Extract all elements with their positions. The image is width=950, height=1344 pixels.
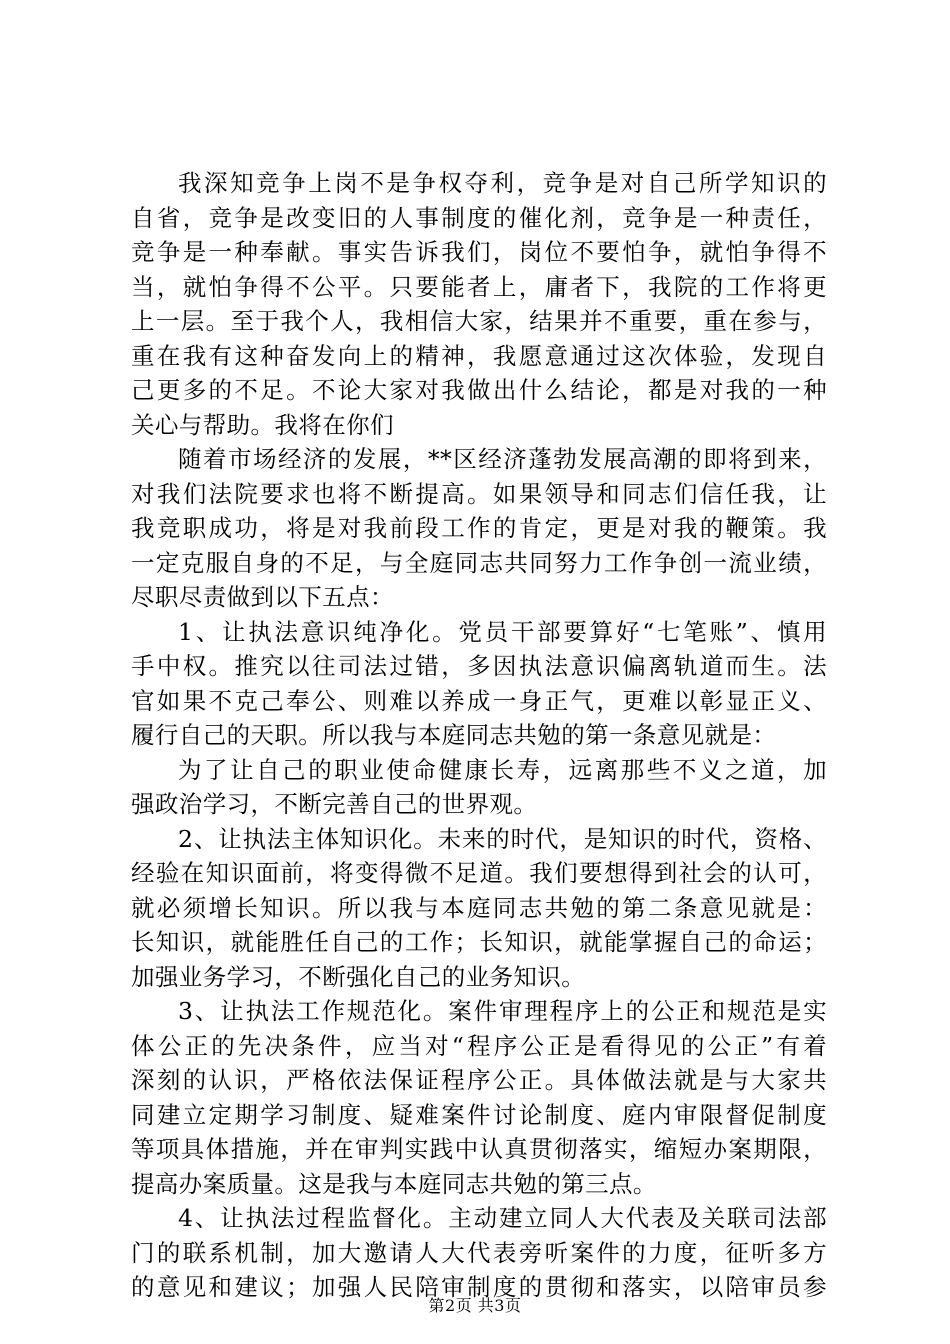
text-line: 竞争是一种奉献。事实告诉我们，岗位不要怕争，就怕争得不 [131,238,827,266]
text-line: 我深知竞争上岗不是争权夺利，竞争是对自己所学知识的 [178,169,827,197]
text-line: 加强业务学习，不断强化自己的业务知识。 [131,962,586,991]
text-line: 对我们法院要求也将不断提高。如果领导和同志们信任我，让 [131,479,827,508]
text-line: 深刻的认识，严格依法保证程序公正。具体做法就是与大家共 [131,1066,827,1094]
text-line: 同建立定期学习制度、疑难案件讨论制度、庭内审限督促制度 [131,1100,827,1129]
text-line: 一定克服自身的不足，与全庭同志共同努力工作争创一流业绩， [131,548,827,577]
text-line: 经验在知识面前，将变得微不足道。我们要想得到社会的认可， [131,859,827,887]
page-number-footer: 第2页 共3页 [428,1296,522,1315]
text-line: 就必须增长知识。所以我与本庭同志共勉的第二条意见就是： [131,893,827,922]
text-line: 己更多的不足。不论大家对我做出什么结论，都是对我的一种 [131,376,827,404]
text-line: 上一层。至于我个人，我相信大家，结果并不重要，重在参与， [131,307,827,335]
text-line: 关心与帮助。我将在你们 [131,410,394,439]
text-line: 我竞职成功，将是对我前段工作的肯定，更是对我的鞭策。我 [131,514,827,542]
text-line: 随着市场经济的发展，**区经济蓬勃发展高潮的即将到来， [178,445,827,473]
text-line: 手中权。推究以往司法过错，多因执法意识偏离轨道而生。法 [131,652,827,680]
text-line: 当，就怕争得不公平。只要能者上，庸者下，我院的工作将更 [131,272,827,301]
text-line: 4、让执法过程监督化。主动建立同人大代表及关联司法部 [178,1204,827,1232]
text-line: 体公正的先决条件，应当对“程序公正是看得见的公正”有着 [131,1031,827,1060]
text-line: 1、让执法意识纯净化。党员干部要算好“七笔账”、慎用 [178,617,827,646]
text-line: 强政治学习，不断完善自己的世界观。 [131,790,538,818]
text-line: 3、让执法工作规范化。案件审理程序上的公正和规范是实 [178,997,827,1025]
text-line: 官如果不克己奉公、则难以养成一身正气，更难以彰显正义、 [131,686,827,715]
text-line: 门的联系机制，加大邀请人大代表旁听案件的力度，征听多方 [131,1238,827,1267]
text-line: 提高办案质量。这是我与本庭同志共勉的第三点。 [131,1169,657,1198]
text-line: 尽职尽责做到以下五点： [131,583,394,611]
text-line: 重在我有这种奋发向上的精神，我愿意通过这次体验，发现自 [131,341,827,370]
document-body [131,166,827,1305]
text-line: 履行自己的天职。所以我与本庭同志共勉的第一条意见就是： [131,721,777,749]
text-line: 2、让执法主体知识化。未来的时代，是知识的时代，资格、 [178,824,827,853]
text-line: 自省，竞争是改变旧的人事制度的催化剂，竞争是一种责任， [131,203,827,232]
text-line: 的意见和建议；加强人民陪审制度的贯彻和落实，以陪审员参 [131,1273,827,1301]
text-line: 为了让自己的职业使命健康长寿，远离那些不义之道，加 [178,755,827,784]
text-line: 等项具体措施，并在审判实践中认真贯彻落实，缩短办案期限， [131,1135,827,1163]
text-line: 长知识，就能胜任自己的工作；长知识，就能掌握自己的命运； [131,928,827,956]
